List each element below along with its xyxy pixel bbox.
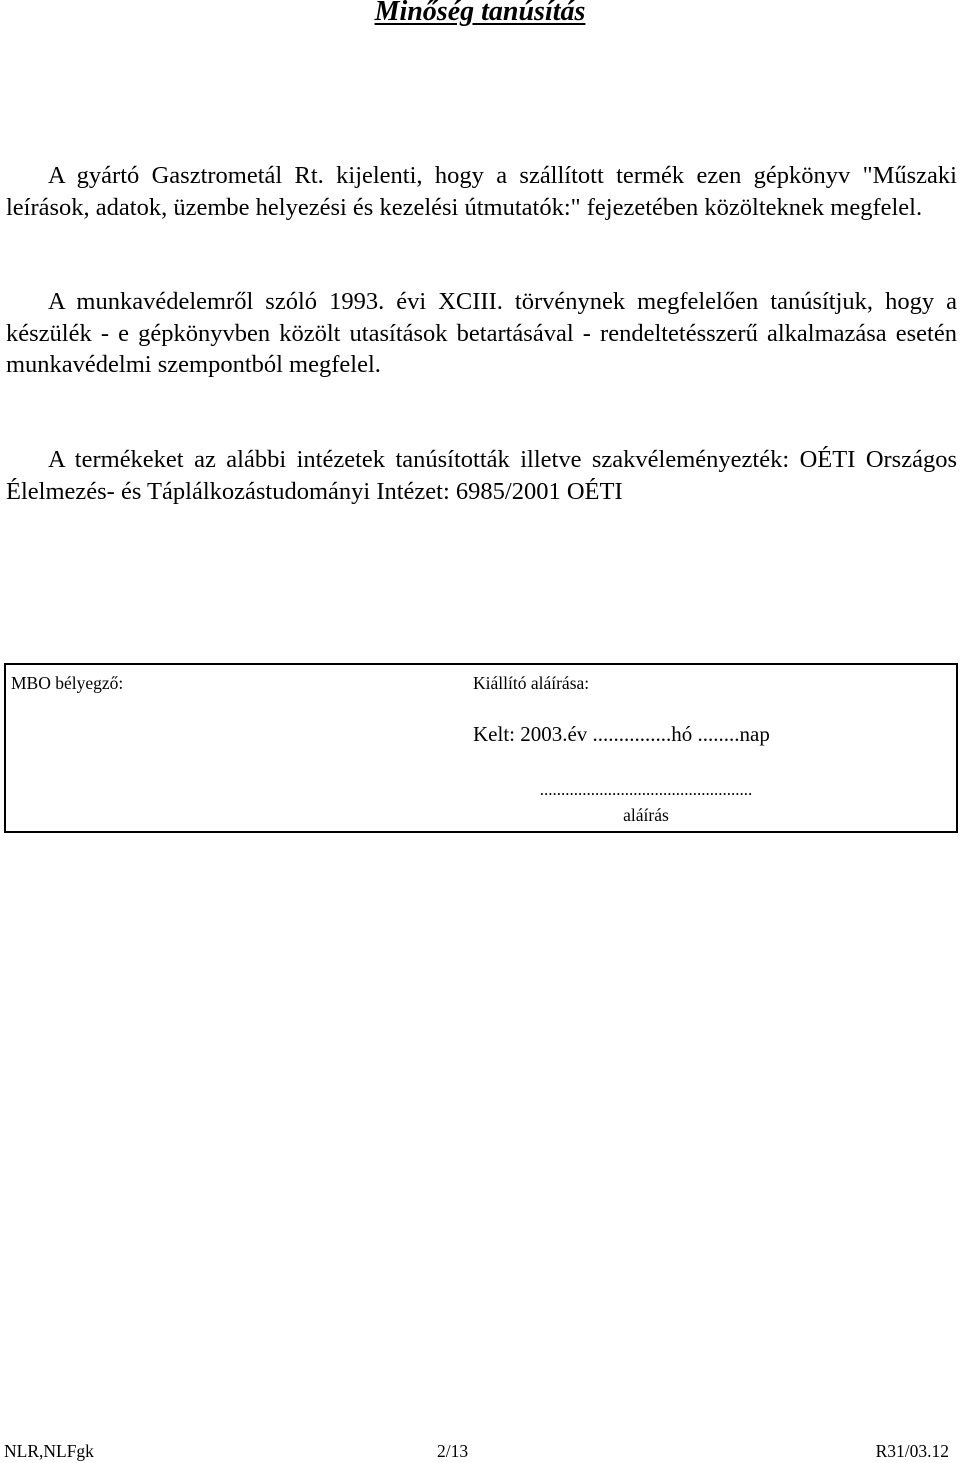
safety-certification-paragraph bbox=[6, 286, 957, 381]
signature-label: aláírás bbox=[623, 805, 669, 825]
footer-revision-code: R31/03.12 bbox=[875, 1441, 949, 1461]
date-line: Kelt: 2003.év ...............hó ........nap bbox=[473, 722, 770, 746]
manufacturer-declaration-paragraph bbox=[6, 160, 957, 223]
footer-model-code: NLR,NLFgk bbox=[4, 1441, 94, 1461]
paragraph-text: A munkavédelemről szóló 1993. évi XCIII. törvénynek megfelelően tanúsítjuk, hogy a készülék - e gépkönyvben közölt utasítások betartásával - rendeltetésszerű alkalmazása esetén munkavédelmi szempontból megfelel. bbox=[6, 288, 957, 378]
page-footer bbox=[0, 1440, 960, 1462]
issuer-signature-label: Kiállító aláírása: bbox=[473, 673, 590, 693]
paragraph-text: A termékeket az alábbi intézetek tanúsították illetve szakvéleményezték: OÉTI Országos Élelmezés- és Táplálkozástudományi Intézet: 6985/2001 OÉTI bbox=[6, 446, 957, 505]
stamp-label: MBO bélyegző: bbox=[11, 673, 124, 693]
footer-page-number: 2/13 bbox=[437, 1441, 469, 1461]
paragraph-text: A gyártó Gasztrometál Rt. kijelenti, hogy a szállított termék ezen gépkönyv "Műszaki leírások, adatok, üzembe helyezési és kezelési útmutatók:" fejezetében közölteknek megfelel. bbox=[6, 162, 957, 221]
stamp-signature-box bbox=[4, 663, 958, 833]
page-title: Minőség tanúsítás bbox=[374, 0, 586, 27]
institute-certification-paragraph bbox=[6, 444, 957, 507]
signature-line: .................................................. bbox=[539, 780, 753, 799]
